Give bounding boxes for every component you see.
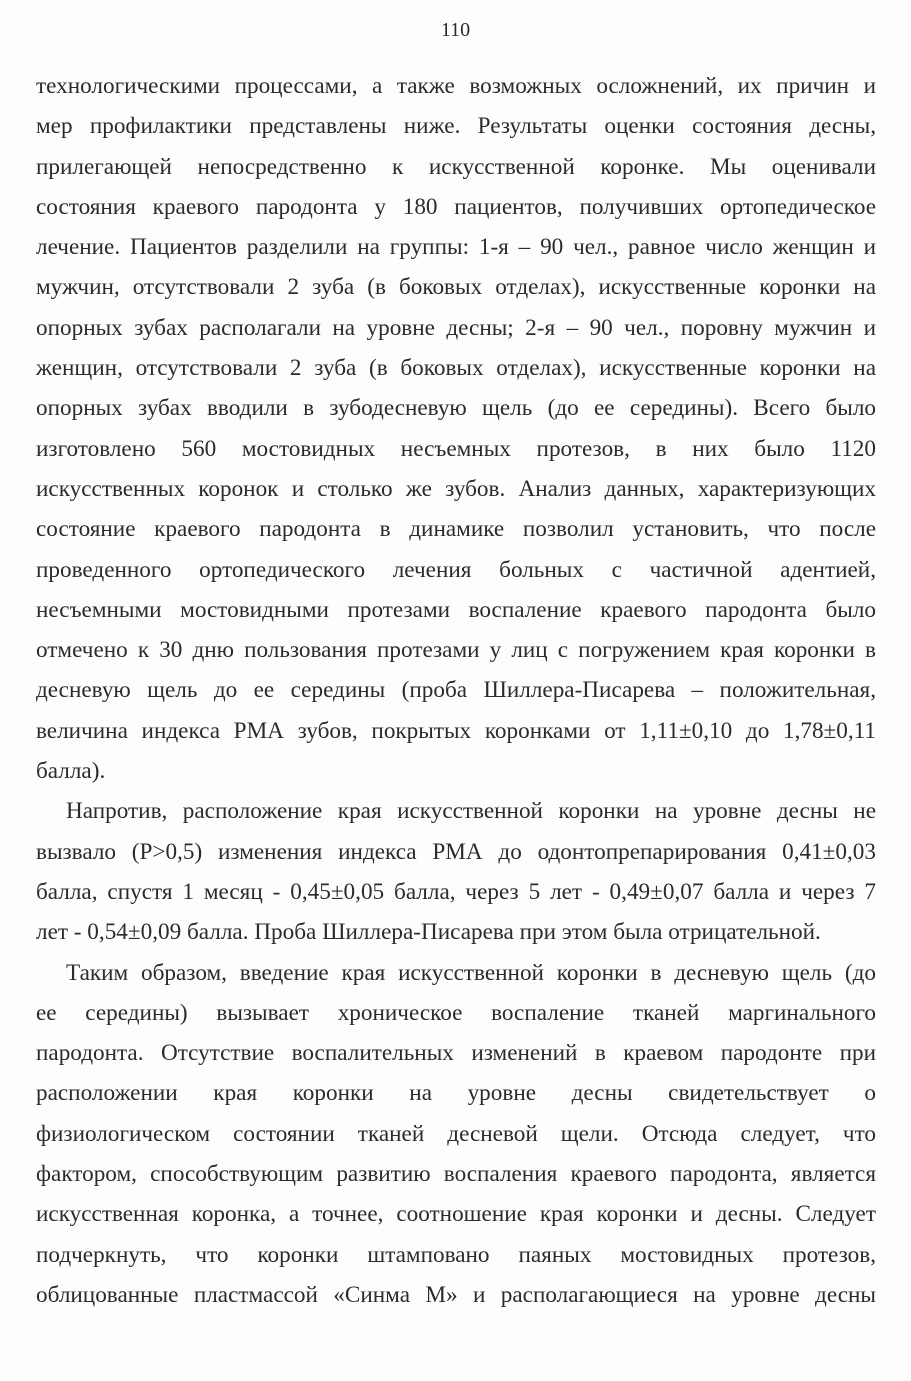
text-line: прилегающей непосредственно к искусственной коронке. Мы оценивали [36, 153, 876, 180]
text-line: мер профилактики представлены ниже. Результаты оценки состояния десны, [36, 113, 876, 140]
text-line: расположении края коронки на уровне десны свидетельствует о [36, 1080, 876, 1107]
text-line: величина индекса РМА зубов, покрытых коронками от 1,11±0,10 до 1,78±0,11 [36, 717, 876, 744]
text-line: состояния краевого пародонта у 180 пациентов, получивших ортопедическое [36, 193, 876, 220]
text-line: десневую щель до ее середины (проба Шиллера-Писарева – положительная, [36, 677, 876, 704]
text-line: фактором, способствующим развитию воспаления краевого пародонта, является [36, 1161, 876, 1188]
text-line: Таким образом, введение края искусственной коронки в десневую щель (до [66, 959, 876, 986]
text-line: физиологическом состоянии тканей десневой щели. Отсюда следует, что [36, 1120, 876, 1147]
text-line: отмечено к 30 дню пользования протезами у лиц с погружением края коронки в [36, 637, 876, 664]
text-line: балла). [36, 758, 106, 785]
text-line: лет - 0,54±0,09 балла. Проба Шиллера-Писарева при этом была отрицательной. [36, 919, 821, 946]
text-line: несъемными мостовидными протезами воспаление краевого пародонта было [36, 596, 876, 623]
page-number: 110 [440, 19, 471, 41]
text-line: проведенного ортопедического лечения больных с частичной адентией, [36, 556, 876, 583]
text-line: балла, спустя 1 месяц - 0,45±0,05 балла, через 5 лет - 0,49±0,07 балла и через 7 [36, 878, 876, 905]
text-line: опорных зубах располагали на уровне десны; 2-я – 90 чел., поровну мужчин и [36, 314, 876, 341]
text-line: лечение. Пациентов разделили на группы: 1-я – 90 чел., равное число женщин и [36, 234, 876, 261]
text-line: искусственных коронок и столько же зубов. Анализ данных, характеризующих [36, 475, 876, 502]
text-line: опорных зубах вводили в зубодесневую щель (до ее середины). Всего было [36, 395, 876, 422]
text-line: облицованные пластмассой «Синма М» и располагающиеся на уровне десны [36, 1281, 876, 1308]
text-line: пародонта. Отсутствие воспалительных изменений в краевом пародонте при [36, 1040, 876, 1067]
text-line: изготовлено 560 мостовидных несъемных протезов, в них было 1120 [36, 435, 876, 462]
text-line: женщин, отсутствовали 2 зуба (в боковых отделах), искусственные коронки на [36, 355, 876, 382]
text-line: ее середины) вызывает хроническое воспаление тканей маргинального [36, 999, 876, 1026]
text-line: мужчин, отсутствовали 2 зуба (в боковых отделах), искусственные коронки на [36, 274, 876, 301]
text-line: состояние краевого пародонта в динамике позволил установить, что после [36, 516, 876, 543]
text-line: подчеркнуть, что коронки штамповано паяных мостовидных протезов, [36, 1241, 876, 1268]
text-line: Напротив, расположение края искусственной коронки на уровне десны не [66, 798, 876, 825]
text-line: технологическими процессами, а также возможных осложнений, их причин и [36, 73, 876, 99]
text-line: вызвало (Р>0,5) изменения индекса РМА до одонтопрепарирования 0,41±0,03 [36, 838, 876, 865]
body-text [36, 66, 876, 1315]
text-line: искусственная коронка, а точнее, соотношение края коронки и десны. Следует [36, 1201, 876, 1228]
